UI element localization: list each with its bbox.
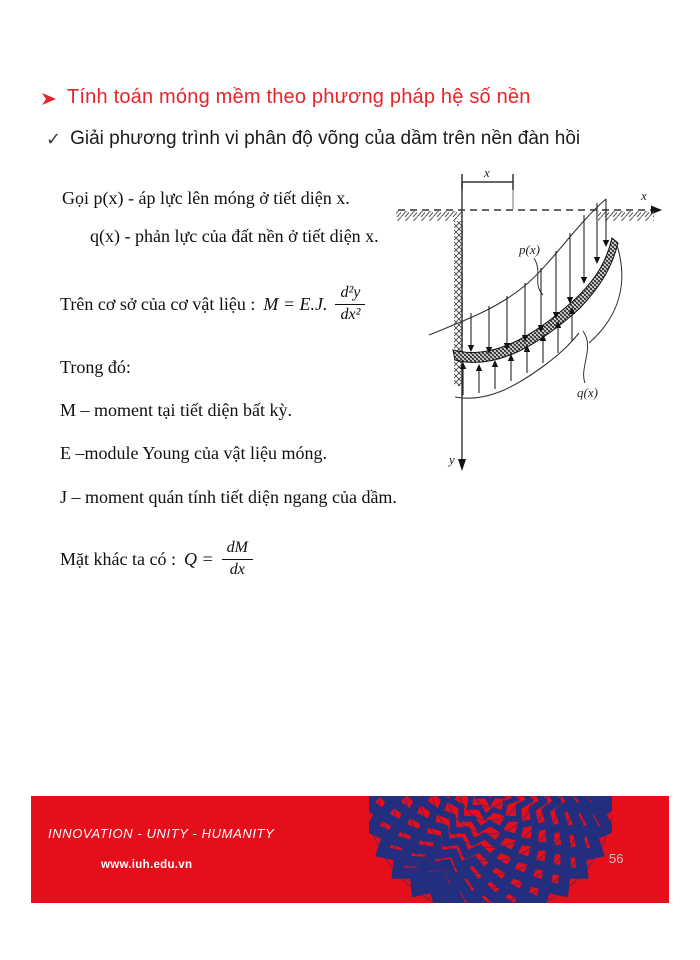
formula2-denominator: dx — [229, 560, 245, 578]
q-label-leader — [583, 331, 588, 383]
formula1-numerator: d²y — [335, 284, 365, 304]
beam-diagram — [393, 163, 671, 478]
formula1-lhs: M = E.J. — [263, 293, 328, 314]
body-line-young-def: E –module Young của vật liệu móng. — [60, 443, 327, 463]
slide-subtitle-row — [46, 128, 580, 150]
formula1-intro: Trên cơ sở của cơ vật liệu : — [60, 293, 256, 314]
footer-banner — [31, 796, 669, 903]
p-of-x-label: p(x) — [519, 242, 540, 257]
body-line-moment-def: M – moment tại tiết diện bất kỳ. — [60, 400, 292, 420]
page-number: 56 — [609, 851, 624, 866]
formula1-denominator: dx² — [340, 305, 361, 323]
formula2-lhs: Q = — [183, 548, 214, 569]
ground-hatch-left — [396, 211, 462, 221]
check-icon: ✓ — [46, 128, 62, 150]
x-axis-label: x — [641, 188, 647, 203]
slide-subtitle: Giải phương trình vi phân độ võng của dầm trên nền đàn hồi — [70, 128, 581, 149]
body-line-p-definition: Gọi p(x) - áp lực lên móng ở tiết diện x. — [62, 188, 350, 208]
slide-title: Tính toán móng mềm theo phương pháp hệ số nền — [67, 86, 531, 108]
y-axis-label: y — [449, 452, 455, 467]
body-line-trong-do: Trong đó: — [60, 357, 131, 377]
y-axis-arrowhead — [458, 459, 466, 471]
formula2-intro: Mặt khác ta có : — [60, 548, 176, 569]
formula2-fraction — [222, 539, 253, 579]
q-of-x-label: q(x) — [577, 385, 598, 400]
slide-title-row — [42, 86, 531, 109]
beam-diagram-svg — [393, 163, 671, 478]
formula-moment-row — [60, 275, 365, 333]
arrow-bullet-icon — [42, 92, 57, 106]
body-line-inertia-def: J – moment quán tính tiết diện ngang của dầm. — [60, 487, 397, 507]
footer-website: www.iuh.edu.vn — [101, 859, 193, 871]
formula-shear-row — [60, 530, 253, 588]
footer-motto: INNOVATION - UNITY - HUMANITY — [48, 826, 275, 841]
formula1-fraction — [335, 284, 365, 324]
body-line-q-definition: q(x) - phản lực của đất nền ở tiết diện x. — [90, 226, 379, 246]
dimension-x-label: x — [484, 165, 490, 180]
formula2-numerator: dM — [222, 539, 253, 559]
footer-decorative-pattern — [369, 796, 612, 903]
